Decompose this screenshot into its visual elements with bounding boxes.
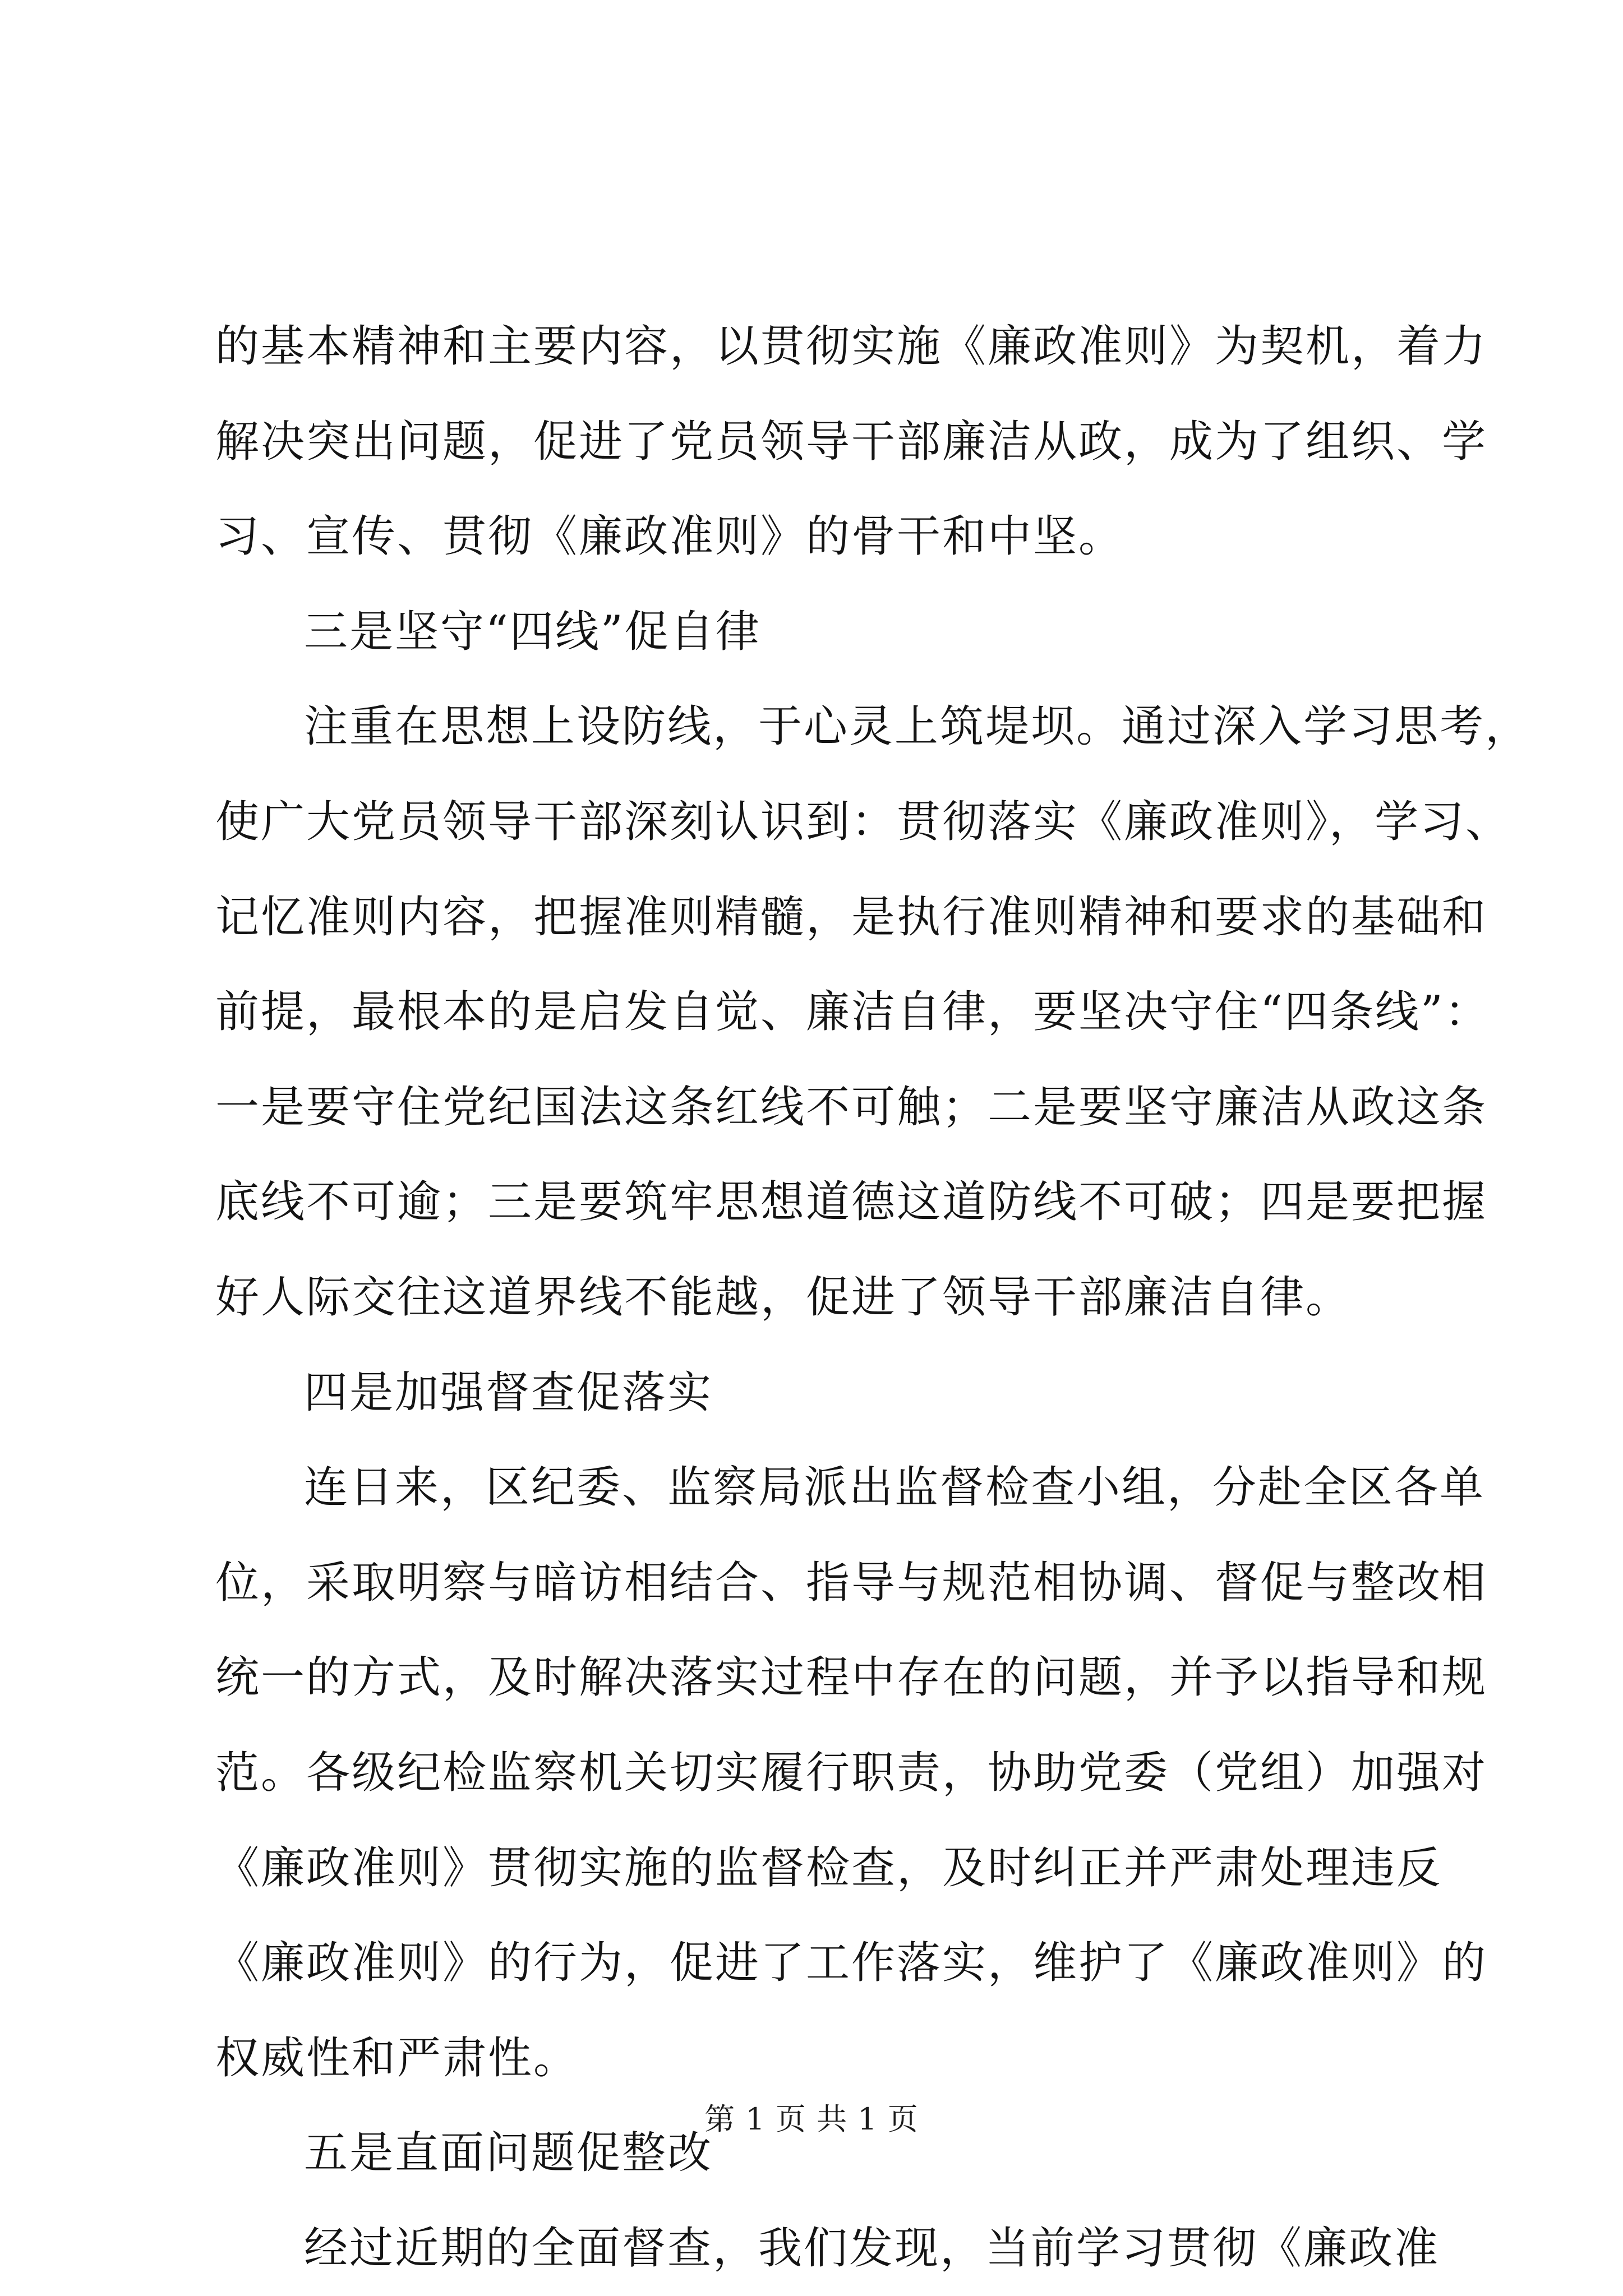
text-line: 一是要守住党纪国法这条红线不可触；二是要坚守廉洁从政这条	[215, 1082, 1488, 1133]
text-line: 统一的方式，及时解决落实过程中存在的问题，并予以指导和规	[215, 1652, 1488, 1703]
text-line: 记忆准则内容，把握准则精髓，是执行准则精神和要求的基础和	[215, 891, 1488, 943]
text-line: 权威性和严肃性。	[215, 2032, 579, 2084]
text-line: 解决突出问题，促进了党员领导干部廉洁从政，成为了组织、学	[215, 416, 1488, 467]
paragraph-start-line: 注重在思想上设防线，于心灵上筑堤坝。通过深入学习思考，	[304, 701, 1531, 752]
text-line: 好人际交往这道界线不能越，促进了领导干部廉洁自律。	[215, 1272, 1352, 1323]
document-body	[215, 299, 1531, 2296]
text-line: 底线不可逾；三是要筑牢思想道德这道防线不可破；四是要把握	[215, 1177, 1488, 1228]
text-line: 范。各级纪检监察机关切实履行职责，协助党委（党组）加强对	[215, 1747, 1488, 1798]
page-number-label: 第 1 页 共 1 页	[704, 2101, 919, 2137]
section-heading: 三是坚守“四线”促自律	[304, 606, 761, 657]
text-line: 位，采取明察与暗访相结合、指导与规范相协调、督促与整改相	[215, 1557, 1488, 1608]
text-line: 《廉政准则》贯彻实施的监督检查，及时纠正并严肃处理违反	[215, 1842, 1442, 1893]
text-line: 的基本精神和主要内容，以贯彻实施《廉政准则》为契机，着力	[215, 321, 1488, 372]
section-heading: 五是直面问题促整改	[304, 2128, 713, 2179]
paragraph-start-line: 连日来，区纪委、监察局派出监督检查小组，分赴全区各单	[304, 1462, 1486, 1513]
text-line: 前提，最根本的是启发自觉、廉洁自律，要坚决守住“四条线”：	[215, 987, 1490, 1038]
text-line: 习、宣传、贯彻《廉政准则》的骨干和中坚。	[215, 511, 1124, 562]
paragraph-start-line: 经过近期的全面督查，我们发现，当前学习贯彻《廉政准	[304, 2223, 1440, 2274]
text-line: 《廉政准则》的行为，促进了工作落实，维护了《廉政准则》的	[215, 1938, 1488, 1989]
section-heading: 四是加强督查促落实	[304, 1367, 713, 1418]
text-line: 使广大党员领导干部深刻认识到：贯彻落实《廉政准则》，学习、	[215, 796, 1511, 847]
page-footer	[0, 2100, 1623, 2139]
